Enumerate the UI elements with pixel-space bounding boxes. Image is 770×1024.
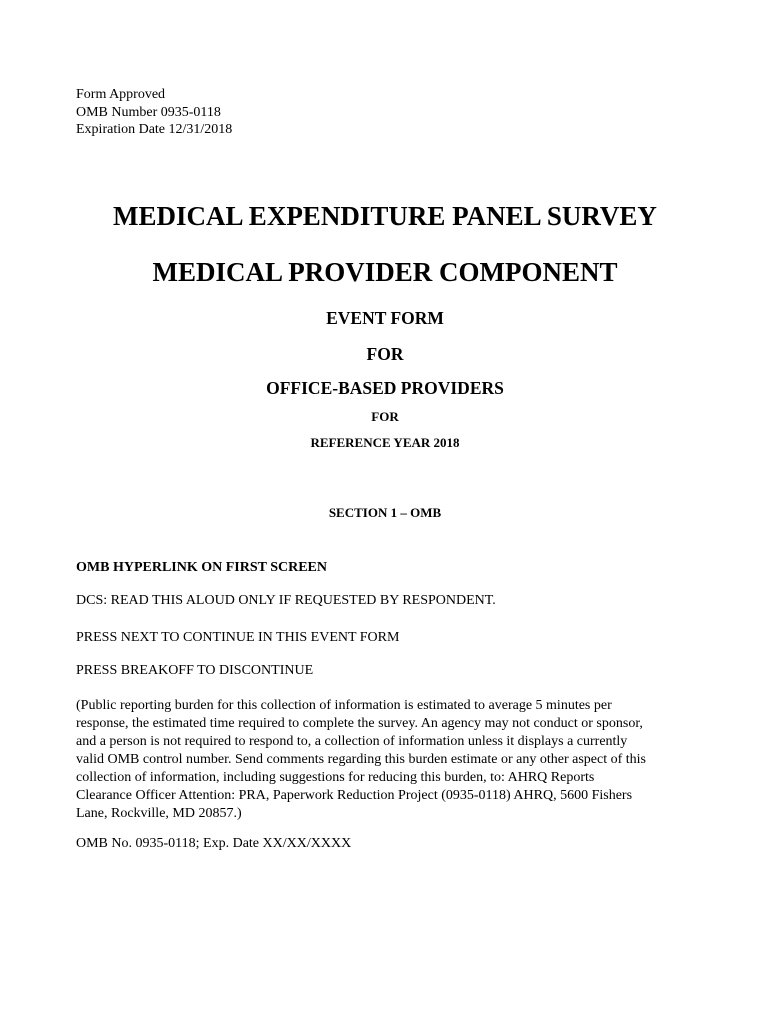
event-form-heading: EVENT FORM bbox=[326, 308, 444, 328]
omb-number-text: OMB Number 0935-0118 bbox=[76, 104, 221, 120]
omb-hyperlink-heading: OMB HYPERLINK ON FIRST SCREEN bbox=[76, 560, 328, 575]
office-based-providers-heading: OFFICE-BASED PROVIDERS bbox=[266, 378, 504, 398]
press-breakoff-instruction: PRESS BREAKOFF TO DISCONTINUE bbox=[76, 663, 314, 678]
section-heading: SECTION 1 – OMB bbox=[328, 505, 442, 520]
omb-number-footer: OMB No. 0935-0118; Exp. Date XX/XX/XXXX bbox=[76, 836, 352, 851]
component-title: MEDICAL PROVIDER COMPONENT bbox=[152, 257, 618, 287]
burden-line: (Public reporting burden for this collection of information is estimated to average 5 minutes per bbox=[76, 698, 612, 713]
burden-line: collection of information, including suggestions for reducing this burden, to: AHRQ Reports bbox=[76, 770, 595, 785]
burden-line: Lane, Rockville, MD 20857.) bbox=[76, 806, 242, 821]
form-approved-text: Form Approved bbox=[76, 87, 166, 102]
survey-title: MEDICAL EXPENDITURE PANEL SURVEY bbox=[113, 201, 657, 231]
burden-line: response, the estimated time required to complete the survey. An agency may not conduct or sponsor, bbox=[76, 716, 643, 731]
for-heading-2: FOR bbox=[371, 409, 399, 424]
burden-line: valid OMB control number. Send comments regarding this burden estimate or any other aspect of this bbox=[76, 752, 646, 767]
burden-statement bbox=[76, 697, 696, 823]
form-approval-block bbox=[76, 86, 232, 139]
burden-line: and a person is not required to respond to, a collection of information unless it displays a currently bbox=[76, 734, 628, 749]
expiration-date-text: Expiration Date 12/31/2018 bbox=[76, 122, 233, 137]
for-heading-1: FOR bbox=[366, 344, 404, 364]
burden-line: Clearance Officer Attention: PRA, Paperwork Reduction Project (0935-0118) AHRQ, 5600 Fishers bbox=[76, 788, 633, 803]
dcs-instruction: DCS: READ THIS ALOUD ONLY IF REQUESTED BY RESPONDENT. bbox=[76, 593, 496, 608]
press-next-instruction: PRESS NEXT TO CONTINUE IN THIS EVENT FORM bbox=[76, 630, 400, 645]
reference-year-heading: REFERENCE YEAR 2018 bbox=[310, 435, 460, 450]
